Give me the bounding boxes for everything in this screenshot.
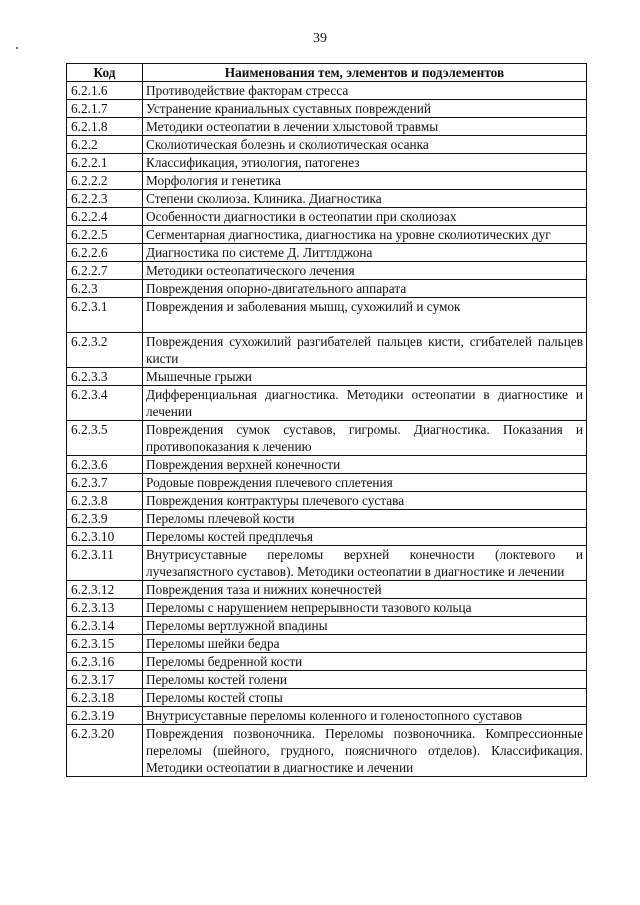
- table-row: [67, 599, 587, 617]
- table-row: [67, 456, 587, 474]
- row-code: 6.2.3.18: [67, 689, 143, 707]
- row-name: Переломы шейки бедра: [143, 635, 587, 653]
- table-row: [67, 421, 587, 456]
- table-row: [67, 244, 587, 262]
- row-code: 6.2.3.6: [67, 456, 143, 474]
- row-name: Повреждения таза и нижних конечностей: [143, 581, 587, 599]
- row-name: Родовые повреждения плечевого сплетения: [143, 474, 587, 492]
- row-name: Повреждения контрактуры плечевого сустава: [143, 492, 587, 510]
- row-code: 6.2.2.4: [67, 208, 143, 226]
- row-code: 6.2.3.10: [67, 528, 143, 546]
- row-code: 6.2.3.16: [67, 653, 143, 671]
- row-name: Переломы костей стопы: [143, 689, 587, 707]
- row-code: 6.2.2.5: [67, 226, 143, 244]
- row-code: 6.2.3.17: [67, 671, 143, 689]
- row-name: Устранение краниальных суставных повреждений: [143, 100, 587, 118]
- table-row: [67, 172, 587, 190]
- row-name: Переломы костей голени: [143, 671, 587, 689]
- row-code: 6.2.2.1: [67, 154, 143, 172]
- row-code: 6.2.3.2: [67, 333, 143, 368]
- row-name: Повреждения сумок суставов, гигромы. Диагностика. Показания и противопоказания к лечению: [143, 421, 587, 456]
- row-name: Повреждения позвоночника. Переломы позвоночника. Компрессионные переломы (шейного, грудного, поясничного отделов). Классификация. Методики остеопатии в диагностике и лечении: [143, 725, 587, 777]
- table-row: [67, 208, 587, 226]
- table-row: [67, 546, 587, 581]
- table-row: [67, 82, 587, 100]
- table-row: [67, 635, 587, 653]
- row-code: 6.2.3.5: [67, 421, 143, 456]
- page-number: 39: [313, 31, 327, 46]
- row-name: Степени сколиоза. Клиника. Диагностика: [143, 190, 587, 208]
- row-code: 6.2.2.6: [67, 244, 143, 262]
- row-name: Повреждения верхней конечности: [143, 456, 587, 474]
- row-code: 6.2.1.8: [67, 118, 143, 136]
- row-name: Противодействие факторам стресса: [143, 82, 587, 100]
- table-row: [67, 581, 587, 599]
- row-code: 6.2.3.8: [67, 492, 143, 510]
- row-code: 6.2.3.7: [67, 474, 143, 492]
- row-code: 6.2.3.12: [67, 581, 143, 599]
- row-code: 6.2.3.15: [67, 635, 143, 653]
- row-name: Классификация, этиология, патогенез: [143, 154, 587, 172]
- row-name: Переломы плечевой кости: [143, 510, 587, 528]
- table-row: [67, 725, 587, 777]
- row-name: Повреждения сухожилий разгибателей пальцев кисти, сгибателей пальцев кисти: [143, 333, 587, 368]
- row-name: Повреждения и заболевания мышц, сухожилий и сумок: [143, 298, 587, 333]
- table-row: [67, 298, 587, 333]
- table-row: [67, 280, 587, 298]
- table-row: [67, 474, 587, 492]
- table-row: [67, 707, 587, 725]
- row-name: Переломы с нарушением непрерывности тазового кольца: [143, 599, 587, 617]
- table-row: [67, 368, 587, 386]
- row-code: 6.2.3.20: [67, 725, 143, 777]
- row-code: 6.2.2: [67, 136, 143, 154]
- table-body: [67, 82, 587, 777]
- table-header-row: [67, 64, 587, 82]
- row-name: Переломы бедренной кости: [143, 653, 587, 671]
- table-row: [67, 136, 587, 154]
- row-code: 6.2.3.13: [67, 599, 143, 617]
- row-name: Переломы костей предплечья: [143, 528, 587, 546]
- row-code: 6.2.3.4: [67, 386, 143, 421]
- table-row: [67, 492, 587, 510]
- row-name: Методики остеопатического лечения: [143, 262, 587, 280]
- table-row: [67, 100, 587, 118]
- scan-speck: [16, 47, 18, 49]
- row-name: Мышечные грыжи: [143, 368, 587, 386]
- row-code: 6.2.3: [67, 280, 143, 298]
- table-row: [67, 528, 587, 546]
- header-name: Наименования тем, элементов и подэлементов: [143, 64, 587, 82]
- table-row: [67, 262, 587, 280]
- table-row: [67, 386, 587, 421]
- row-code: 6.2.2.7: [67, 262, 143, 280]
- row-name: Дифференциальная диагностика. Методики остеопатии в диагностике и лечении: [143, 386, 587, 421]
- topics-table: [66, 63, 587, 777]
- row-name: Переломы вертлужной впадины: [143, 617, 587, 635]
- row-name: Диагностика по системе Д. Литтлджона: [143, 244, 587, 262]
- row-code: 6.2.3.11: [67, 546, 143, 581]
- table-row: [67, 226, 587, 244]
- table-row: [67, 689, 587, 707]
- row-name: Сегментарная диагностика, диагностика на уровне сколиотических дуг: [143, 226, 587, 244]
- row-name: Внутрисуставные переломы коленного и голеностопного суставов: [143, 707, 587, 725]
- table-row: [67, 617, 587, 635]
- table-row: [67, 154, 587, 172]
- row-name: Особенности диагностики в остеопатии при сколиозах: [143, 208, 587, 226]
- row-name: Морфология и генетика: [143, 172, 587, 190]
- table-row: [67, 118, 587, 136]
- row-name: Сколиотическая болезнь и сколиотическая осанка: [143, 136, 587, 154]
- row-name: Внутрисуставные переломы верхней конечности (локтевого и лучезапястного суставов). Методики остеопатии в диагностике и лечении: [143, 546, 587, 581]
- row-code: 6.2.3.3: [67, 368, 143, 386]
- row-code: 6.2.1.7: [67, 100, 143, 118]
- row-code: 6.2.1.6: [67, 82, 143, 100]
- header-code: Код: [67, 64, 143, 82]
- table-row: [67, 510, 587, 528]
- row-code: 6.2.2.2: [67, 172, 143, 190]
- table-row: [67, 190, 587, 208]
- row-code: 6.2.3.1: [67, 298, 143, 333]
- table-row: [67, 671, 587, 689]
- row-name: Повреждения опорно-двигательного аппарата: [143, 280, 587, 298]
- row-name: Методики остеопатии в лечении хлыстовой травмы: [143, 118, 587, 136]
- row-code: 6.2.2.3: [67, 190, 143, 208]
- table-row: [67, 653, 587, 671]
- table-row: [67, 333, 587, 368]
- row-code: 6.2.3.19: [67, 707, 143, 725]
- row-code: 6.2.3.14: [67, 617, 143, 635]
- row-code: 6.2.3.9: [67, 510, 143, 528]
